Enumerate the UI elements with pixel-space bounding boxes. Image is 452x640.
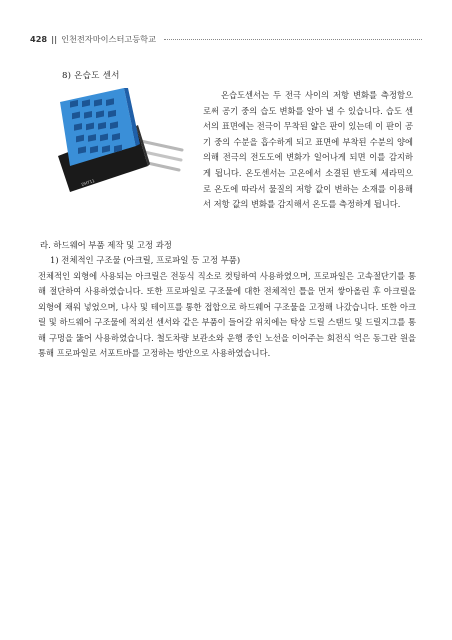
subsection-item-heading: 1) 전체적인 구조물 (아크릴, 프로파일 등 고정 부품) [50, 255, 241, 265]
school-name: 인천전자마이스터고등학교 [61, 33, 156, 44]
subsection-title: 라. 하드웨어 부품 제작 및 고정 과정 [40, 240, 172, 250]
sensor-description-text: 온습도센서는 두 전극 사이의 저항 변화를 측정함으로써 공기 중의 습도 변화를 알아 낼 수 있습니다. 습도 센서의 표면에는 전극이 무착된 얇은 판이 있는데 이 판이 공기 중의 수분을 흡수하게 되고 표면에 부착된 수분의 양에 의해 전극의 전도도에 변화가 일어나게 되면 이를 감지하게 됩니다. 온도센서는 고온에서 소결된 반도체 세라믹으로 온도에 따라서 물질의 저항 값이 변하는 소재를 이용해서 저항 값의 변화를 감지해서 온도를 측정하게 됩니다. [203, 90, 413, 210]
subsection-body-text: 전체적인 외형에 사용되는 아크릴은 전동식 직소로 컷팅하여 사용하였으며, 프로파일은 고속절단기를 통해 절단하여 사용하였습니다. 또한 프로파일로 구조물에 대한 전체적인 틀을 먼저 쌓아올린 후 아크릴을 외형에 채워 넣었으며, 나사 및 테이프를 통한 접합으로 하드웨어 구조물을 고정해 나갔습니다. 또한 아크릴 및 하드웨어 구조물에 적외선 센서와 같은 부품이 들어갈 위치에는 탁상 드릴 스탠드 및 드릴지그를 통해 구멍을 뚫어 사용하였습니다. 철도차량 보관소와 운행 중인 노선을 이어주는 회전식 억은 동그란 원을 통해 프로파일로 서포트바를 고정하는 방안으로 사용하였습니다. [38, 271, 416, 359]
dht11-sensor-illustration [40, 88, 185, 194]
header-dotted-rule [164, 39, 422, 40]
section-title: 8) 온습도 센서 [62, 71, 120, 81]
sensor-photo [40, 88, 185, 194]
svg-text:DHT11: DHT11 [80, 177, 96, 187]
subsection-body [38, 269, 416, 361]
page-number: 428 [30, 34, 48, 44]
sensor-description [203, 88, 413, 213]
header-separator: || [51, 34, 58, 44]
page-header [30, 32, 422, 46]
